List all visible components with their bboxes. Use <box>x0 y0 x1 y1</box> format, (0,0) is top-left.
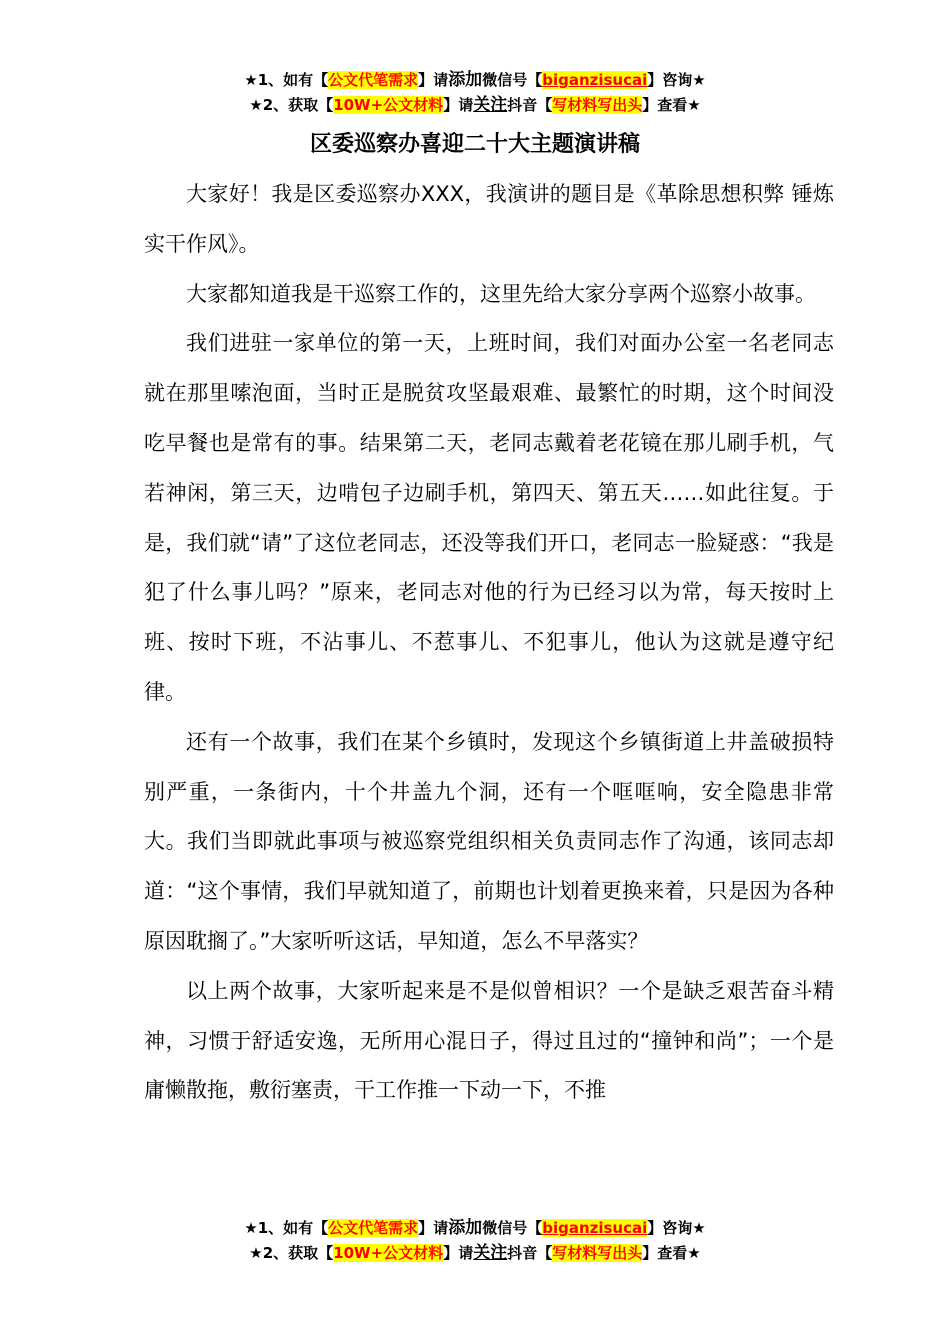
highlight-service: 公文代笔需求 <box>328 1219 419 1237</box>
banner-text: 】请 <box>443 96 474 114</box>
banner-text: 微信号【 <box>482 71 543 89</box>
highlight-wechat-id: biganzisucai <box>542 71 648 89</box>
highlight-douyin: 写材料写出头 <box>552 1244 643 1262</box>
banner-line-1 <box>0 1216 950 1241</box>
emphasis-follow: 关注 <box>473 1243 508 1263</box>
banner-text: ★2、获取【 <box>249 96 334 114</box>
paragraph: 大家好！我是区委巡察办XXX，我演讲的题目是《革除思想积弊 锤炼实干作风》。 <box>144 182 834 256</box>
highlight-wechat-id: biganzisucai <box>542 1219 648 1237</box>
banner-text: 抖音【 <box>507 96 553 114</box>
paragraph: 大家都知道我是干巡察工作的，这里先给大家分享两个巡察小故事。 <box>186 281 816 306</box>
highlight-materials: 10W+公文材料 <box>333 96 444 114</box>
header-banner <box>0 68 950 118</box>
highlight-douyin: 写材料写出头 <box>552 96 643 114</box>
highlight-service: 公文代笔需求 <box>328 71 419 89</box>
banner-line-2 <box>0 93 950 118</box>
banner-text: 】咨询★ <box>647 71 706 89</box>
banner-text: 微信号【 <box>482 1219 543 1237</box>
banner-text: 】查看★ <box>642 96 701 114</box>
banner-text: ★1、如有【 <box>244 1219 329 1237</box>
banner-line-2 <box>0 1241 950 1266</box>
paragraph: 以上两个故事，大家听起来是不是似曾相识？一个是缺乏艰苦奋斗精神，习惯于舒适安逸，无所用心混日子，得过且过的“撞钟和尚”；一个是庸懒散拖，敷衍塞责，干工作推一下动一下，不推 <box>144 978 834 1103</box>
banner-text: 】请 <box>418 71 449 89</box>
emphasis-add: 添加 <box>448 70 483 90</box>
paragraph: 我们进驻一家单位的第一天，上班时间，我们对面办公室一名老同志就在那里嗦泡面，当时正是脱贫攻坚最艰难、最繁忙的时期，这个时间没吃早餐也是常有的事。结果第二天，老同志戴着老花镜在那儿刷手机，气若神闲，第三天，边啃包子边刷手机，第四天、第五天……如此往复。于是，我们就“请”了这位老同志，还没等我们开口，老同志一脸疑惑：“我是犯了什么事儿吗？”原来，老同志对他的行为已经习以为常，每天按时上班、按时下班，不沾事儿、不惹事儿、不犯事儿，他认为这就是遵守纪律。 <box>144 331 834 704</box>
highlight-materials: 10W+公文材料 <box>333 1244 444 1262</box>
banner-text: 】咨询★ <box>647 1219 706 1237</box>
emphasis-follow: 关注 <box>473 95 508 115</box>
footer-banner <box>0 1216 950 1266</box>
paragraph: 还有一个故事，我们在某个乡镇时，发现这个乡镇街道上井盖破损特别严重，一条街内，十个井盖九个洞，还有一个哐哐响，安全隐患非常大。我们当即就此事项与被巡察党组织相关负责同志作了沟通，该同志却道：“这个事情，我们早就知道了，前期也计划着更换来着，只是因为各种原因耽搁了。”大家听听这话，早知道，怎么不早落实？ <box>144 729 834 953</box>
emphasis-add: 添加 <box>448 1218 483 1238</box>
banner-text: ★1、如有【 <box>244 71 329 89</box>
document-title: 区委巡察办喜迎二十大主题演讲稿 <box>309 132 640 157</box>
banner-text: ★2、获取【 <box>249 1244 334 1262</box>
banner-line-1 <box>0 68 950 93</box>
document-body <box>144 170 834 1116</box>
banner-text: 】请 <box>443 1244 474 1262</box>
banner-text: 抖音【 <box>507 1244 553 1262</box>
banner-text: 】查看★ <box>642 1244 701 1262</box>
banner-text: 】请 <box>418 1219 449 1237</box>
